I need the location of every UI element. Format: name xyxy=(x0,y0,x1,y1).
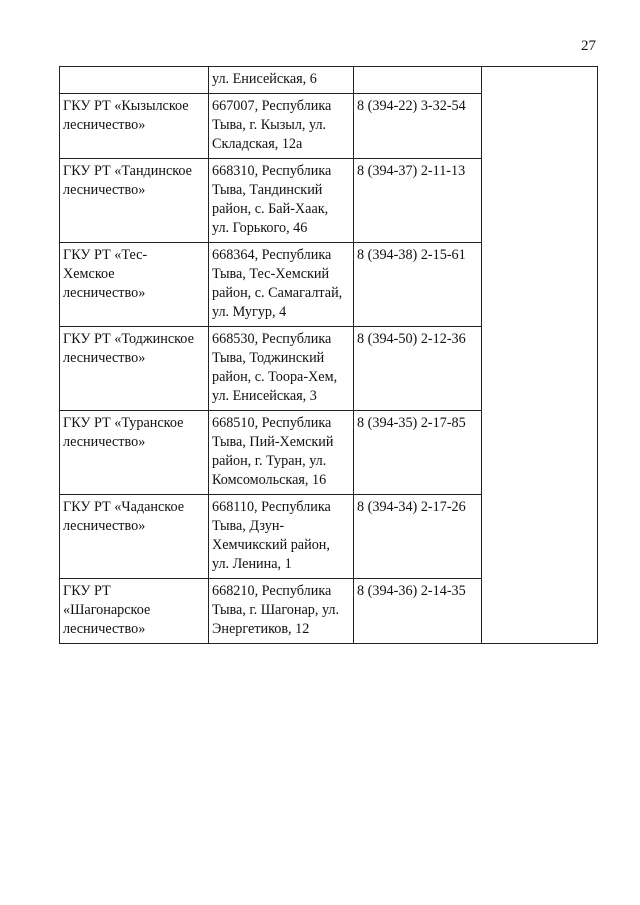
phone-cell: 8 (394-22) 3-32-54 xyxy=(354,94,482,159)
empty-column xyxy=(482,67,598,644)
forestry-contacts-table xyxy=(59,66,598,644)
forestry-name-cell: ГКУ РТ «Чаданское лесничество» xyxy=(60,495,209,579)
address-cell: 668210, Республика Тыва, г. Шагонар, ул. Энергетиков, 12 xyxy=(209,579,354,644)
phone-cell: 8 (394-50) 2-12-36 xyxy=(354,327,482,411)
page-number: 27 xyxy=(581,38,596,54)
phone-cell: 8 (394-36) 2-14-35 xyxy=(354,579,482,644)
phone-cell: 8 (394-35) 2-17-85 xyxy=(354,411,482,495)
forestry-name-cell: ГКУ РТ «Тес- Хемское лесничество» xyxy=(60,243,209,327)
address-cell: 668310, Республика Тыва, Тандинский район, с. Бай-Хаак, ул. Горького, 46 xyxy=(209,159,354,243)
forestry-name-cell: ГКУ РТ «Кызылское лесничество» xyxy=(60,94,209,159)
address-cell: ул. Енисейская, 6 xyxy=(209,67,354,94)
address-cell: 668530, Республика Тыва, Тоджинский район, с. Тоора-Хем, ул. Енисейская, 3 xyxy=(209,327,354,411)
phone-cell: 8 (394-38) 2-15-61 xyxy=(354,243,482,327)
forestry-name-cell xyxy=(60,67,209,94)
forestry-name-cell: ГКУ РТ «Тандинское лесничество» xyxy=(60,159,209,243)
phone-cell xyxy=(354,67,482,94)
phone-cell: 8 (394-37) 2-11-13 xyxy=(354,159,482,243)
table-row xyxy=(60,67,598,94)
forestry-name-cell: ГКУ РТ «Шагонарское лесничество» xyxy=(60,579,209,644)
address-cell: 668110, Республика Тыва, Дзун- Хемчикский район, ул. Ленина, 1 xyxy=(209,495,354,579)
address-cell: 668510, Республика Тыва, Пий-Хемский район, г. Туран, ул. Комсомольская, 16 xyxy=(209,411,354,495)
phone-cell: 8 (394-34) 2-17-26 xyxy=(354,495,482,579)
address-cell: 668364, Республика Тыва, Тес-Хемский район, с. Самагалтай, ул. Мугур, 4 xyxy=(209,243,354,327)
forestry-name-cell: ГКУ РТ «Тоджинское лесничество» xyxy=(60,327,209,411)
forestry-name-cell: ГКУ РТ «Туранское лесничество» xyxy=(60,411,209,495)
address-cell: 667007, Республика Тыва, г. Кызыл, ул. Складская, 12а xyxy=(209,94,354,159)
